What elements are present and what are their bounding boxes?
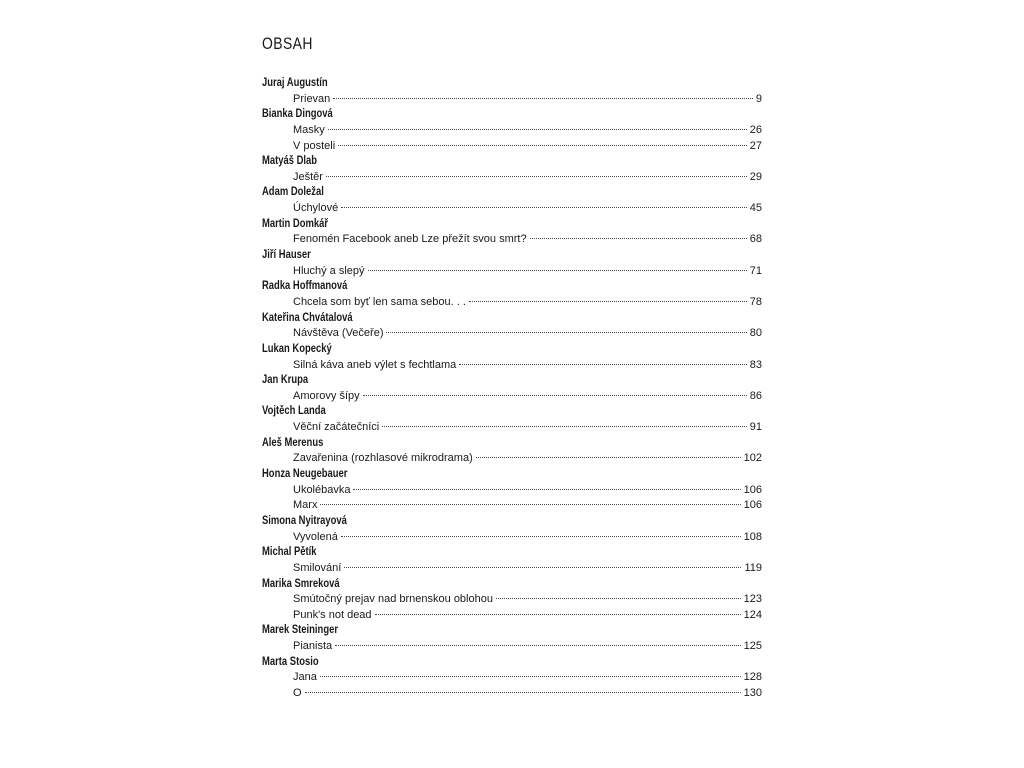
author-name [262,76,762,92]
entry-title: Hluchý a slepý [293,264,365,277]
dot-leader [326,176,747,177]
author-name [262,577,762,593]
page-number: 102 [743,452,762,465]
author-name [262,436,762,452]
toc-entry [262,670,762,686]
page-number: 128 [743,671,762,684]
author-name-text: Jiří Hauser [262,249,311,262]
author-name-text: Honza Neugebauer [262,468,348,481]
toc-entry [262,451,762,467]
author-name-text: Michal Pětík [262,546,317,559]
page-number: 86 [749,389,762,402]
author-name [262,107,762,123]
author-name-text: Marta Stosio [262,655,319,668]
page-number: 29 [749,170,762,183]
dot-leader [469,301,747,302]
entry-title: Vyvolená [293,530,338,543]
page-title: OBSAH [262,34,313,53]
entry-title: Chcela som byť len sama sebou. . . [293,295,466,308]
page-number: 26 [749,123,762,136]
dot-leader [375,614,741,615]
page-number: 83 [749,358,762,371]
toc-entry [262,139,762,155]
toc-entry [262,639,762,655]
author-name-text: Bianka Dingová [262,108,333,121]
dot-leader [333,98,753,99]
author-name-text: Radka Hoffmanová [262,280,348,293]
toc-entry [262,498,762,514]
author-name [262,279,762,295]
page-number: 123 [743,593,762,606]
dot-leader [382,426,747,427]
page-number: 9 [755,92,762,105]
page-number: 108 [743,530,762,543]
entry-title: Ještěr [293,170,323,183]
dot-leader [476,457,741,458]
entry-title: V posteli [293,139,336,152]
toc-entry [262,201,762,217]
page-number: 78 [749,295,762,308]
page-number: 119 [744,561,762,574]
author-name-text: Martin Domkář [262,217,329,230]
page-number: 71 [749,264,762,277]
dot-leader [363,395,747,396]
dot-leader [344,567,741,568]
author-name [262,623,762,639]
toc-entry [262,358,762,374]
toc-entry [262,592,762,608]
toc-entry [262,295,762,311]
toc-entry [262,686,762,702]
toc-entry [262,608,762,624]
author-name [262,217,762,233]
author-name [262,373,762,389]
toc-entry [262,264,762,280]
toc-entry [262,123,762,139]
toc-entry [262,561,762,577]
dot-leader [341,536,741,537]
dot-leader [353,489,740,490]
dot-leader [386,332,746,333]
toc-entry [262,530,762,546]
entry-title: Věční začátečníci [293,421,380,434]
page-number: 91 [749,421,762,434]
entry-title: Návštěva (Večeře) [293,327,384,340]
entry-title: O [293,686,302,699]
dot-leader [338,145,747,146]
page-number: 106 [743,499,762,512]
entry-title: Prievan [293,92,331,105]
entry-title: Marx [293,499,318,512]
table-of-contents [262,76,762,702]
author-name-text: Matyáš Dlab [262,155,318,168]
entry-title: Amorovy šípy [293,389,360,402]
page-number: 45 [749,202,762,215]
author-name [262,311,762,327]
dot-leader [328,129,747,130]
author-name-text: Marika Smreková [262,577,340,590]
dot-leader [320,676,741,677]
author-name-text: Aleš Merenus [262,436,324,449]
entry-title: Úchylové [293,202,339,215]
entry-title: Masky [293,123,325,136]
entry-title: Ukolébavka [293,483,351,496]
author-name [262,545,762,561]
dot-leader [335,645,741,646]
entry-title: Fenomén Facebook aneb Lze přežít svou smrt? [293,233,527,246]
entry-title: Silná káva aneb výlet s fechtlama [293,358,457,371]
page-number: 27 [749,139,762,152]
entry-title: Smilování [293,561,342,574]
page-number: 124 [743,608,762,621]
toc-entry [262,389,762,405]
author-name-text: Lukan Kopecký [262,342,332,355]
author-name-text: Simona Nyitrayová [262,514,347,527]
page-number: 80 [749,327,762,340]
dot-leader [305,692,741,693]
entry-title: Punk's not dead [293,608,372,621]
entry-title: Pianista [293,640,333,653]
author-name-text: Adam Doležal [262,186,324,199]
toc-entry [262,232,762,248]
dot-leader [496,598,741,599]
dot-leader [341,207,747,208]
entry-title: Zavařenina (rozhlasové mikrodrama) [293,452,473,465]
page-number: 125 [743,640,762,653]
author-name [262,185,762,201]
author-name [262,248,762,264]
author-name-text: Kateřina Chvátalová [262,311,353,324]
author-name [262,342,762,358]
entry-title: Jana [293,671,317,684]
author-name-text: Marek Steininger [262,624,338,637]
toc-entry [262,483,762,499]
author-name [262,404,762,420]
dot-leader [320,504,740,505]
toc-entry [262,92,762,108]
page-number: 68 [749,233,762,246]
toc-entry [262,326,762,342]
author-name [262,655,762,671]
dot-leader [530,238,747,239]
dot-leader [368,270,747,271]
toc-entry [262,420,762,436]
toc-entry [262,170,762,186]
author-name [262,154,762,170]
author-name [262,514,762,530]
dot-leader [459,364,746,365]
author-name [262,467,762,483]
page-number: 106 [743,483,762,496]
author-name-text: Jan Krupa [262,374,309,387]
entry-title: Smútočný prejav nad brnenskou oblohou [293,593,493,606]
author-name-text: Juraj Augustín [262,77,328,89]
author-name-text: Vojtěch Landa [262,405,326,418]
page-number: 130 [743,686,762,699]
